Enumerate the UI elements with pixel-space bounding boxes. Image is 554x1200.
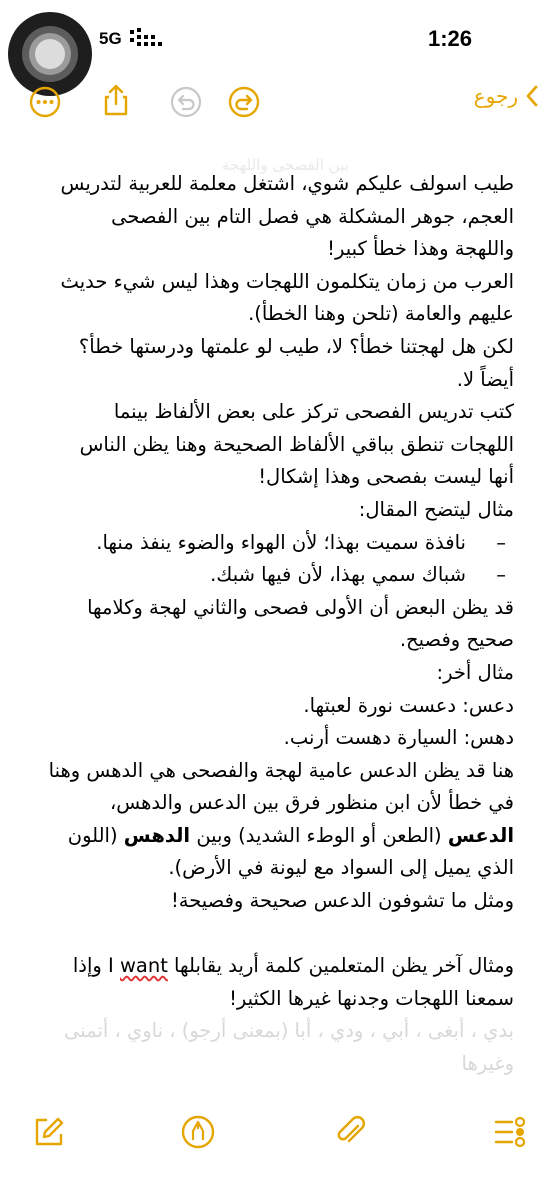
misspelled-word: want bbox=[119, 954, 168, 978]
undo-icon[interactable] bbox=[168, 84, 204, 120]
redo-icon[interactable] bbox=[226, 84, 262, 120]
checklist-icon[interactable] bbox=[490, 1112, 530, 1152]
attachment-paperclip-icon[interactable] bbox=[330, 1112, 370, 1152]
example-list bbox=[48, 527, 514, 592]
note-paragraph: دهس: السيارة دهست أرنب. bbox=[283, 726, 514, 750]
signal-icon bbox=[130, 28, 162, 46]
list-item: – شباك سمي بهذا، لأن فيها شبك. bbox=[210, 563, 506, 587]
back-label: رجوع bbox=[473, 84, 518, 108]
note-paragraph: قد يظن البعض أن الأولى فصحى والثاني لهجة وكلامها صحيح وفصيح. bbox=[87, 595, 514, 652]
compose-icon[interactable] bbox=[28, 1112, 68, 1152]
note-paragraph: مثال ليتضح المقال: bbox=[358, 497, 514, 521]
chevron-left-icon bbox=[524, 84, 540, 108]
notes-top-toolbar bbox=[0, 78, 554, 174]
list-item: – نافذة سميت بهذا؛ لأن الهواء والضوء ينفذ منها. bbox=[96, 530, 506, 554]
network-type: 5G bbox=[99, 29, 122, 48]
note-paragraph: دعس: دعست نورة لعبتها. bbox=[303, 693, 514, 717]
more-options-icon[interactable] bbox=[27, 84, 63, 120]
back-button[interactable] bbox=[474, 84, 540, 108]
status-time: 1:26 bbox=[428, 26, 473, 51]
note-paragraph: هنا قد يظن الدعس عامية لهجة والفصحى هي الدهس وهنا في خطأ لأن ابن منظور فرق بين الدعس والدهس، الدعس (الطعن أو الوطء الشديد) وبين الدهس (اللون الذي يميل إلى السواد مع ليونة في الأرض). bbox=[48, 758, 514, 880]
note-paragraph: العرب من زمان يتكلمون اللهجات وهذا ليس شيء حديث عليهم والعامة (تلحن وهنا الخطأ). bbox=[60, 269, 514, 326]
faded-note-title: بين الفصحى واللهجة bbox=[222, 156, 349, 174]
note-paragraph: لكن هل لهجتنا خطأ؟ لا، طيب لو علمتها ودرستها خطأ؟ أيضاً لا. bbox=[78, 334, 514, 391]
note-paragraph: مثال أخر: bbox=[436, 660, 514, 684]
note-paragraph: كتب تدريس الفصحى تركز على بعض الألفاظ بينما اللهجات تنطق بباقي الألفاظ الصحيحة وهنا يظن الناس أنها ليست بفصحى وهذا إشكال! bbox=[79, 400, 514, 489]
markup-pen-icon[interactable] bbox=[178, 1112, 218, 1152]
share-icon[interactable] bbox=[98, 82, 134, 118]
note-paragraph: ومثال آخر يظن المتعلمين كلمة أريد يقابلها I want وإذا سمعنا اللهجات وجدنها غيرها الكثير! bbox=[72, 954, 514, 1010]
notes-bottom-toolbar bbox=[0, 1100, 554, 1200]
faded-text-under-toolbar: بدي ، أبغى ، أبي ، ودي ، أبا (بمعنى أرجو) ، ناوي ، أتمنى وغيرها bbox=[64, 1019, 514, 1076]
note-paragraph: طيب اسولف عليكم شوي، اشتغل معلمة للعربية لتدريس العجم، جوهر المشكلة هي فصل التام بين الفصحى واللهجة وهذا خطأ كبير! bbox=[60, 172, 514, 261]
note-paragraph: ومثل ما تشوفون الدعس صحيحة وفصيحة! bbox=[170, 889, 514, 913]
note-body[interactable] bbox=[48, 168, 514, 1081]
bold-term: الدعس bbox=[447, 823, 514, 847]
bold-term: الدهس bbox=[123, 823, 191, 847]
